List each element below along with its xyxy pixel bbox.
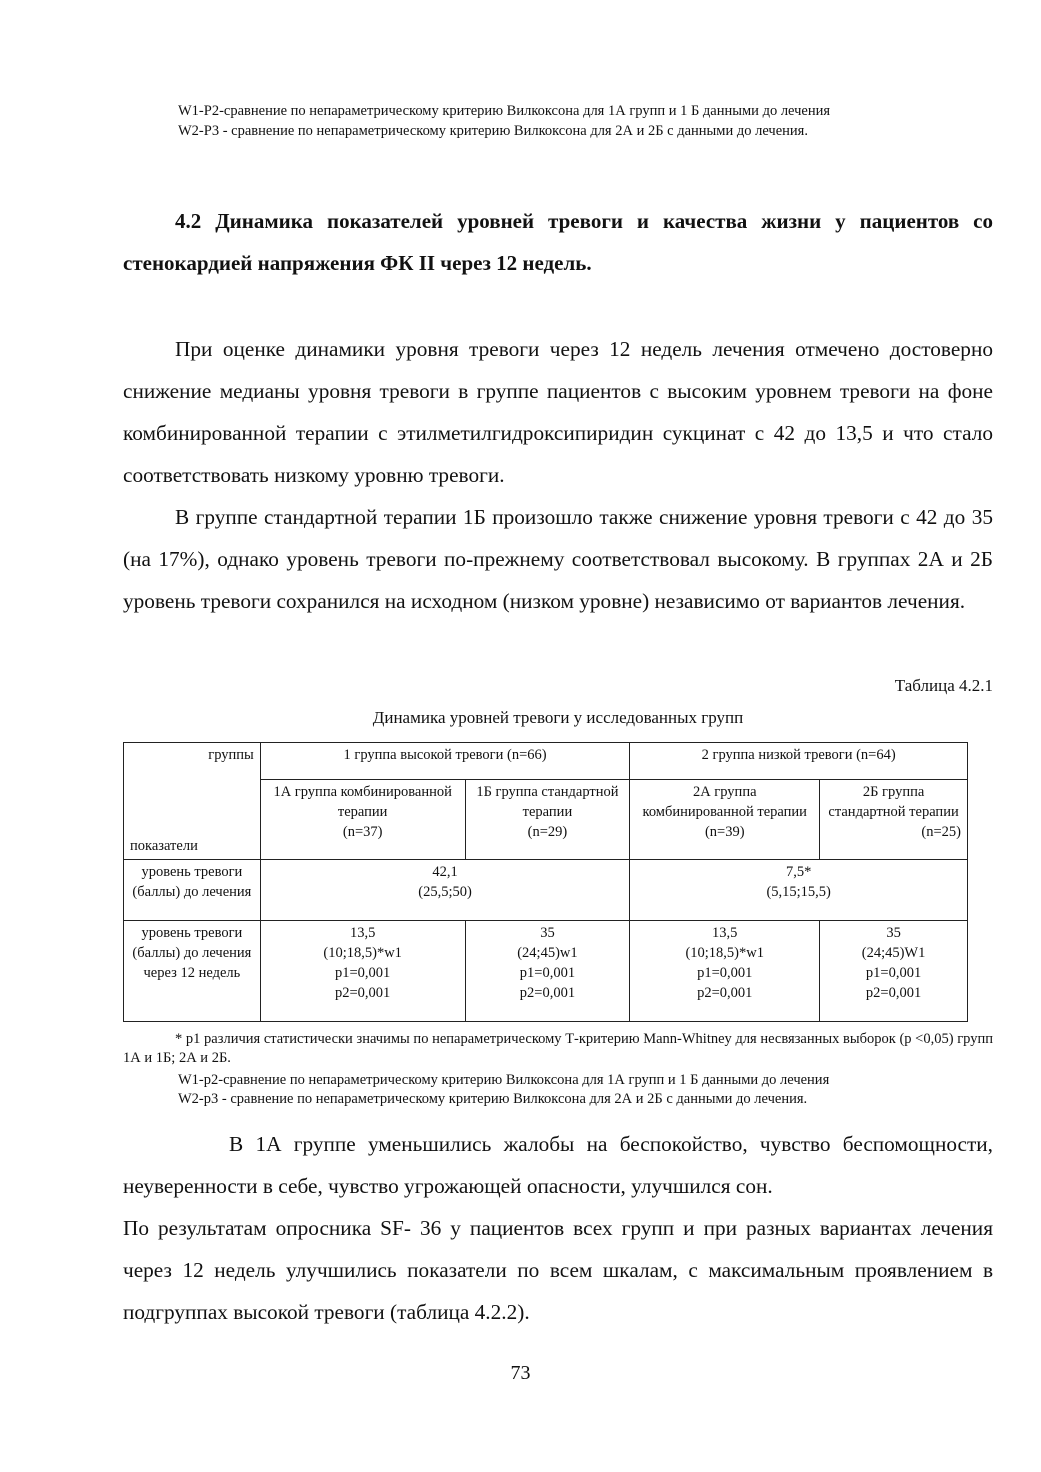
bottom-note-2: W2-p3 - сравнение по непараметрическому критерию Вилкоксона для 2А и 2Б с данными до лечения. (178, 1091, 808, 1107)
cell-p2: p2=0,001 (865, 985, 922, 1001)
group2-baseline (630, 860, 968, 921)
cell-1a (260, 921, 465, 1022)
cell-p1: p1=0,001 (697, 965, 753, 981)
sub2a-label: 2А группа комбинированной терапии (642, 784, 807, 820)
cell-iqr: (5,15;15,5) (766, 884, 831, 900)
cell-value: 35 (886, 925, 901, 941)
cell-p2: p2=0,001 (335, 985, 391, 1001)
cell-value: 13,5 (349, 925, 376, 941)
cell-1b (465, 921, 630, 1022)
cell-value: 7,5* (785, 864, 812, 880)
cell-p1: p1=0,001 (335, 965, 391, 981)
sub1b-n: (n=29) (527, 824, 568, 840)
corner-bottom: показатели (130, 838, 198, 854)
cell-iqr: (10;18,5)*w1 (323, 945, 402, 961)
sub2b-header (820, 780, 968, 860)
corner-top: группы (208, 747, 254, 763)
cell-2b (820, 921, 968, 1022)
cell-iqr: (10;18,5)*w1 (685, 945, 764, 961)
paragraph: По результатам опросника SF- 36 у пациентов всех групп и при разных вариантах лечения через 12 недель улучшились показатели по всем шкалам, с максимальным проявлением в подгруппах высокой тревоги (таблица 4.2.2). (123, 1216, 993, 1324)
cell-p2: p2=0,001 (697, 985, 753, 1001)
group2-header: 2 группа низкой тревоги (n=64) (630, 743, 968, 780)
sub2a-n: (n=39) (704, 824, 745, 840)
cell-p1: p1=0,001 (865, 965, 922, 981)
sub2b-n: (n=25) (921, 824, 961, 840)
table-row (124, 921, 968, 1022)
corner-cell (124, 743, 261, 860)
cell-iqr: (24;45)w1 (517, 945, 578, 961)
top-note-2: W2-P3 - сравнение по непараметрическому критерию Вилкоксона для 2А и 2Б с данными до лечения. (178, 123, 808, 139)
closing-text (123, 1123, 993, 1333)
table-row (124, 860, 968, 921)
cell-iqr: (24;45)W1 (861, 945, 926, 961)
section-heading: 4.2 Динамика показателей уровней тревоги и качества жизни у пациентов со стенокардией напряжения ФК II через 12 недель. (123, 209, 993, 275)
row-label: уровень тревоги (баллы) до лечения (124, 860, 261, 921)
cell-value: 13,5 (712, 925, 738, 941)
group1-header: 1 группа высокой тревоги (n=66) (260, 743, 630, 780)
cell-p1: p1=0,001 (519, 965, 576, 981)
table-number: Таблица 4.2.1 (894, 676, 993, 695)
row-label: уровень тревоги (баллы) до лечения через 12 недель (124, 921, 261, 1022)
sub1b-header (465, 780, 630, 860)
sub2a-header (630, 780, 820, 860)
group1-baseline (260, 860, 630, 921)
paragraph: В 1А группе уменьшились жалобы на беспокойство, чувство беспомощности, неуверенности в себе, чувство угрожающей опасности, улучшился сон. (123, 1132, 993, 1198)
sub2b-label: 2Б группа стандартной терапии (828, 784, 959, 820)
bottom-note-1: W1-p2-сравнение по непараметрическому критерию Вилкоксона для 1А групп и 1 Б данными до лечения (178, 1072, 830, 1088)
anxiety-table (123, 742, 968, 1022)
page-number: 73 (510, 1362, 531, 1384)
sub1a-label: 1А группа комбинированной терапии (273, 784, 452, 820)
cell-value: 42,1 (432, 864, 458, 880)
sub1a-n: (n=37) (342, 824, 383, 840)
sub1a-header (260, 780, 465, 860)
cell-value: 35 (540, 925, 555, 941)
table-footnote: * p1 различия статистически значимы по непараметрическому Т-критерию Mann-Whitney для несвязанных выборок (p <0,05) групп 1А и 1Б; 2А и 2Б. (123, 1031, 993, 1066)
table-caption: Динамика уровней тревоги у исследованных групп (372, 708, 744, 727)
cell-iqr: (25,5;50) (418, 884, 472, 900)
sub1b-label: 1Б группа стандартной терапии (476, 784, 619, 820)
top-note-1: W1-P2-сравнение по непараметрическому критерию Вилкоксона для 1А групп и 1 Б данными до лечения (178, 103, 831, 119)
body-text (123, 328, 993, 622)
cell-2a (630, 921, 820, 1022)
paragraph: При оценке динамики уровня тревоги через 12 недель лечения отмечено достоверно снижение медианы уровня тревоги в группе пациентов с высоким уровнем тревоги на фоне комбинированной терапии с этилметилгидроксипиридин сукцинат с 42 до 13,5 и что стало соответствовать низкому уровню тревоги. (123, 337, 993, 487)
cell-p2: p2=0,001 (519, 985, 576, 1001)
paragraph: В группе стандартной терапии 1Б произошло также снижение уровня тревоги с 42 до 35 (на 17%), однако уровень тревоги по-прежнему соответствовал высокому. В группах 2А и 2Б уровень тревоги сохранился на исходном (низком уровне) независимо от вариантов лечения. (123, 505, 993, 613)
